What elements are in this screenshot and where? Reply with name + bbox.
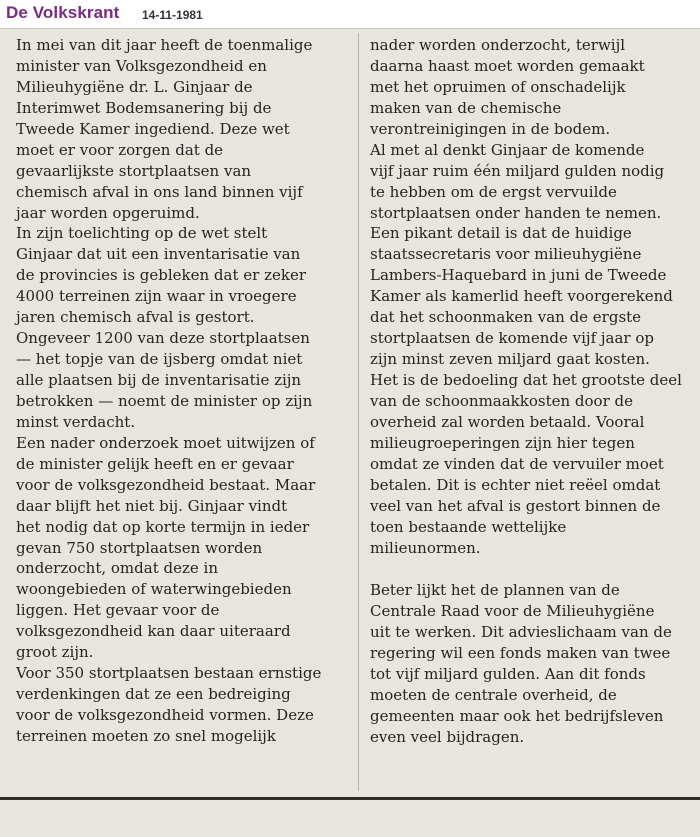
- paragraph-gap: [370, 558, 695, 580]
- article-line: betrokken — noemt de minister op zijn: [16, 391, 313, 410]
- article-line: jaren chemisch afval is gestort.: [16, 308, 255, 327]
- article-line: Beter lijkt het de plannen van de: [370, 581, 620, 600]
- article-line: Voor 350 stortplaatsen bestaan ernstige: [16, 664, 322, 683]
- article-line: Al met al denkt Ginjaar de komende: [370, 140, 645, 159]
- article-line: alle plaatsen bij de inventarisatie zijn: [16, 371, 302, 389]
- column-divider: [358, 33, 359, 791]
- article-line: volksgezondheid kan daar uiteraard: [16, 622, 291, 641]
- article-line: met het opruimen of onschadelijk: [370, 77, 626, 96]
- article-line: minister van Volksgezondheid en: [16, 56, 267, 75]
- article-line: Kamer als kamerlid heeft voorgerekend: [370, 287, 673, 306]
- article-line: stortplaatsen de komende vijf jaar op: [370, 329, 654, 348]
- publication-date: 14-11-1981: [142, 8, 203, 22]
- article-line: woongebieden of waterwingebieden: [16, 580, 292, 599]
- newspaper-masthead: De Volkskrant: [6, 3, 120, 22]
- article-line: uit te werken. Dit advieslichaam van de: [370, 623, 672, 642]
- article-column-left: [16, 35, 356, 747]
- article-line: chemisch afval in ons land binnen vijf: [16, 182, 303, 201]
- article-line: tot vijf miljard gulden. Aan dit fonds: [370, 665, 646, 684]
- article-line: In mei van dit jaar heeft de toenmalige: [16, 36, 313, 54]
- article-clipping: [0, 28, 700, 837]
- article-line: overheid zal worden betaald. Vooral: [370, 412, 645, 431]
- article-line: Centrale Raad voor de Milieuhygiëne: [370, 602, 655, 621]
- article-line: Een nader onderzoek moet uitwijzen of: [16, 433, 315, 452]
- article-line: In zijn toelichting op de wet stelt: [16, 224, 268, 243]
- article-line: stortplaatsen onder handen te nemen.: [370, 203, 662, 222]
- article-line: onderzocht, omdat deze in: [16, 559, 218, 578]
- article-line: Ongeveer 1200 van deze stortplaatsen: [16, 329, 310, 348]
- article-line: de minister gelijk heeft en er gevaar: [16, 454, 294, 473]
- article-line: regering wil een fonds maken van twee: [370, 644, 671, 663]
- article-line: moeten de centrale overheid, de: [370, 686, 617, 705]
- article-line: toen bestaande wettelijke: [370, 517, 567, 536]
- article-line: gevaarlijkste stortplaatsen van: [16, 161, 252, 180]
- article-line: minst verdacht.: [16, 412, 136, 431]
- article-line: gemeenten maar ook het bedrijfsleven: [370, 707, 664, 726]
- article-line: milieugroeperingen zijn hier tegen: [370, 433, 635, 452]
- article-line: even veel bijdragen.: [370, 728, 525, 746]
- bottom-rule: [0, 797, 700, 800]
- article-line: de provincies is gebleken dat er zeker: [16, 266, 307, 285]
- article-line: betalen. Dit is echter niet reëel omdat: [370, 475, 661, 494]
- article-line: Tweede Kamer ingediend. Deze wet: [16, 119, 290, 138]
- article-line: nader worden onderzocht, terwijl: [370, 36, 626, 54]
- article-line: het nodig dat op korte termijn in ieder: [16, 517, 310, 536]
- article-line: moet er voor zorgen dat de: [16, 140, 224, 159]
- article-line: verdenkingen dat ze een bedreiging: [16, 685, 291, 704]
- article-line: staatssecretaris voor milieuhygiëne: [370, 245, 642, 264]
- article-line: Een pikant detail is dat de huidige: [370, 224, 632, 243]
- article-line: groot zijn.: [16, 643, 94, 662]
- article-line: jaar worden opgeruimd.: [16, 203, 200, 222]
- article-line: Lambers-Haquebard in juni de Tweede: [370, 266, 667, 285]
- article-line: gevan 750 stortplaatsen worden: [16, 538, 263, 557]
- article-line: Ginjaar dat uit een inventarisatie van: [16, 245, 301, 264]
- article-line: daar blijft het niet bij. Ginjaar vindt: [16, 496, 288, 515]
- article-line: 4000 terreinen zijn waar in vroegere: [16, 287, 297, 306]
- article-line: dat het schoonmaken van de ergste: [370, 308, 642, 327]
- article-line: veel van het afval is gestort binnen de: [370, 496, 661, 515]
- article-line: voor de volksgezondheid vormen. Deze: [16, 706, 314, 724]
- article-line: maken van de chemische: [370, 98, 562, 117]
- article-line: verontreinigingen in de bodem.: [370, 119, 611, 138]
- article-line: daarna haast moet worden gemaakt: [370, 56, 645, 75]
- article-line: terreinen moeten zo snel mogelijk: [16, 726, 276, 745]
- article-line: — het topje van de ijsberg omdat niet: [16, 350, 303, 369]
- article-line: omdat ze vinden dat de vervuiler moet: [370, 454, 664, 473]
- article-line: Milieuhygiëne dr. L. Ginjaar de: [16, 77, 253, 96]
- article-line: vijf jaar ruim één miljard gulden nodig: [370, 161, 665, 180]
- article-line: milieunormen.: [370, 538, 481, 557]
- article-column-right: [370, 35, 695, 748]
- article-line: Het is de bedoeling dat het grootste deel: [370, 371, 682, 389]
- article-line: van de schoonmaakkosten door de: [370, 391, 634, 410]
- article-line: zijn minst zeven miljard gaat kosten.: [370, 350, 650, 369]
- article-line: te hebben om de ergst vervuilde: [370, 182, 617, 201]
- article-line: voor de volksgezondheid bestaat. Maar: [16, 475, 316, 494]
- article-line: liggen. Het gevaar voor de: [16, 601, 220, 620]
- article-line: Interimwet Bodemsanering bij de: [16, 98, 272, 117]
- clipping-header: [0, 0, 700, 28]
